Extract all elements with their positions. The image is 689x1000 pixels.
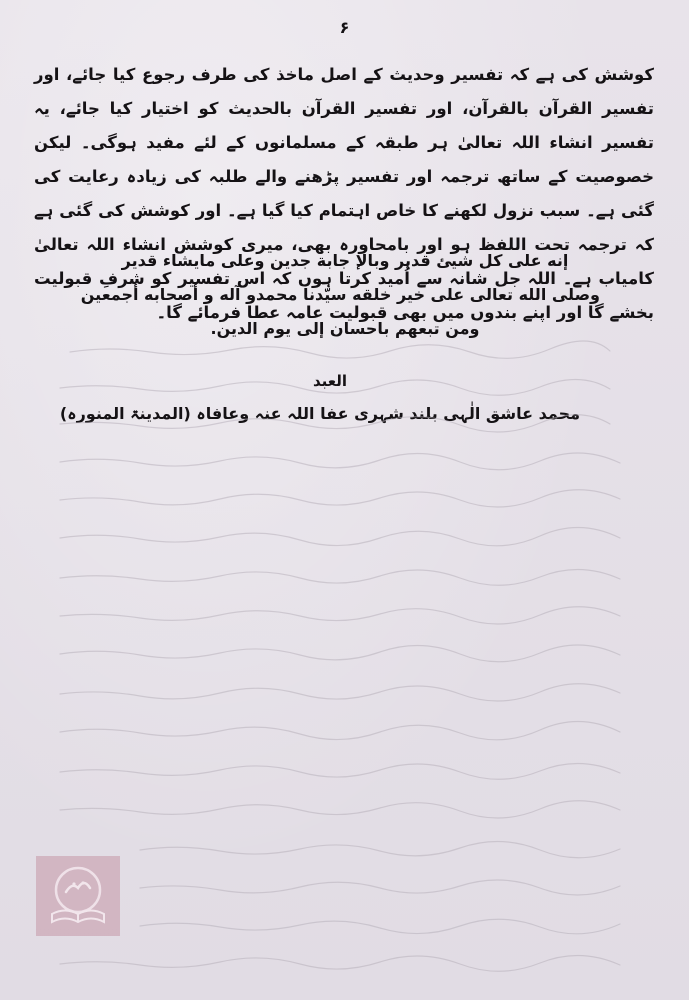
page-number: ۶ (339, 18, 350, 37)
publisher-logo (36, 856, 120, 936)
arabic-line: وصلى الله تعالى على خير خلقه سيّدنا محمدو آله و أصحابه أجمعين (80, 285, 600, 304)
author-signature: محمد عاشق الٰہی بلند شہری عفا اللہ عنہ وعافاہ (المدینۃ المنورہ) (59, 404, 580, 423)
signature-label: العبد (312, 372, 348, 390)
body-text: کوشش کی ہے کہ تفسیر وحدیث کے اصل ماخذ کی طرف رجوع کیا جائے، اور تفسیر القرآن بالقرآن، اور تفسیر القرآن بالحدیث کو اختیار کیا جائے، یہ تفسیر انشاء اللہ تعالیٰ ہر طبقہ کے مسلمانوں کے لئے مفید ہوگی۔ لیکن خصوصیت کے ساتھ ترجمہ اور تفسیر پڑھنے والے طلبہ کی زیادہ رعایت کی گئی ہے۔ سبب نزول لکھنے کا خاص اہتمام کیا گیا ہے۔ اور کوشش کی گئی ہے کہ ترجمہ تحت اللفظ ہو اور بامحاورہ بھی، میری کوشش انشاء اللہ تعالیٰ کامیاب ہے۔ اللہ جل شانہ سے اُمید کرتا ہوں کہ اس تفسیر کو شرفِ قبولیت بخشے گا اور اپنے بندوں میں بھی قبولیت عامہ عطا فرمائے گا۔ (34, 65, 654, 322)
arabic-line: ومن تبعهم باحسان إلى يوم الدين. (210, 319, 480, 338)
open-book-icon (36, 856, 120, 936)
arabic-line: إنه على كل شيئ قدير وبالإ جابة جدين وعلى مايشاء قدير (121, 251, 569, 270)
